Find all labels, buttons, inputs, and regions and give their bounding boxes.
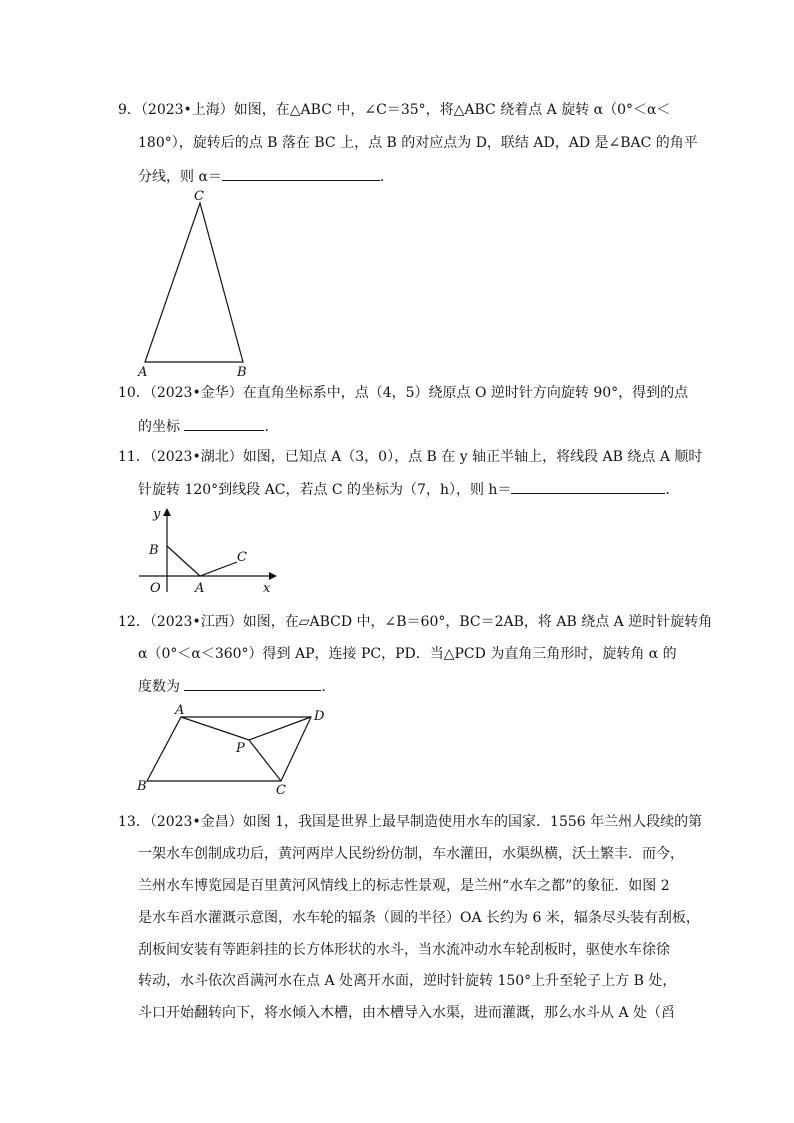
label-x: x xyxy=(263,581,271,596)
q10-answer-blank[interactable] xyxy=(184,416,264,431)
q9-line-3 xyxy=(138,166,394,187)
segment-pc xyxy=(249,740,281,781)
label-a: A xyxy=(195,581,205,596)
label-c: C xyxy=(237,550,247,565)
q9-prompt: 分线，则 α＝ xyxy=(138,169,222,185)
q10-prompt: 的坐标 xyxy=(138,419,180,435)
q12-answer-blank[interactable] xyxy=(184,676,321,691)
label-b: B xyxy=(237,365,247,380)
label-c: C xyxy=(276,783,286,795)
triangle-abc xyxy=(145,203,243,362)
label-o: O xyxy=(150,581,161,596)
q11-prompt: 针旋转 120°到线段 AC，若点 C 的坐标为（7，h），则 h＝ xyxy=(138,482,512,498)
q10-period: ． xyxy=(264,419,279,435)
x-axis-arrow xyxy=(269,572,277,580)
q13-line-6: 转动，水斗依次舀满河水在点 A 处离开水面，逆时针旋转 150°上升至轮子上方 B 处， xyxy=(138,973,677,989)
label-d: D xyxy=(314,709,325,724)
label-y: y xyxy=(153,507,161,522)
q13-line-2: 一架水车创制成功后，黄河两岸人民纷纷仿制，车水灌田，水渠纵横，沃土繁丰．而今， xyxy=(138,846,684,862)
q13-line-5: 刮板间安装有等距斜挂的长方体形状的水斗，当水流冲动水车轮刮板时，驱使水车徐徐 xyxy=(138,942,670,958)
segments-ba-ac xyxy=(167,546,237,576)
q9-period: ． xyxy=(379,169,394,185)
q11-line-2 xyxy=(138,479,679,500)
q12-line-1: 12．（2023•江西）如图，在▱ABCD 中，∠B＝60°，BC＝2AB，将 AB 绕点 A 逆时针旋转角 xyxy=(118,614,713,630)
q12-period: ． xyxy=(321,679,336,695)
q10-line-2 xyxy=(138,416,278,437)
q9-line-1: 9．（2023•上海）如图，在△ABC 中，∠C＝35°，将△ABC 绕着点 A 旋转 α（0°＜α＜ xyxy=(118,102,671,118)
label-b: B xyxy=(137,779,147,794)
q13-line-4: 是水车舀水灌溉示意图，水车轮的辐条（圆的半径）OA 长约为 6 米，辐条尽头装有刮板， xyxy=(138,910,700,926)
segments-ap-pd xyxy=(181,717,311,740)
label-b: B xyxy=(149,543,159,558)
q12-line-3 xyxy=(138,676,335,697)
q13-line-3: 兰州水车博览园是百里黄河风情线上的标志性景观，是兰州“水车之都”的象征．如图 2 xyxy=(138,878,670,894)
q11-line-1: 11．（2023•湖北）如图，已知点 A（3，0），点 B 在 y 轴正半轴上，将线段 AB 绕点 A 顺时 xyxy=(118,449,703,465)
q11-period: ． xyxy=(665,482,680,498)
q9-line-2: 180°），旋转后的点 B 落在 BC 上，点 B 的对应点为 D，联结 AD，AD 是∠BAC 的角平 xyxy=(138,135,698,151)
label-p: P xyxy=(236,741,245,756)
label-a: A xyxy=(138,365,148,380)
q12-line-2: α（0°＜α＜360°）得到 AP，连接 PC，PD．当△PCD 为直角三角形时，旋转角 α 的 xyxy=(138,646,677,662)
q11-coordinate-figure xyxy=(135,502,280,597)
y-axis-arrow xyxy=(163,508,171,516)
q10-line-1: 10．（2023•金华）在直角坐标系中，点（4，5）绕原点 O 逆时针方向旋转 90°，得到的点 xyxy=(118,385,689,401)
label-a: A xyxy=(175,703,185,718)
q13-line-1: 13．（2023•金昌）如图 1，我国是世界上最早制造使用水车的国家．1556 年兰州人段续的第 xyxy=(118,814,703,830)
q13-line-7: 斗口开始翻转向下，将水倾入木槽，由木槽导入水渠，进而灌溉，那么水斗从 A 处（舀 xyxy=(138,1005,676,1021)
q12-prompt: 度数为 xyxy=(138,679,180,695)
q11-answer-blank[interactable] xyxy=(511,479,665,494)
q12-parallelogram-figure xyxy=(135,700,335,795)
label-c: C xyxy=(194,189,204,204)
q9-answer-blank[interactable] xyxy=(222,166,380,181)
q9-triangle-figure xyxy=(130,185,260,380)
